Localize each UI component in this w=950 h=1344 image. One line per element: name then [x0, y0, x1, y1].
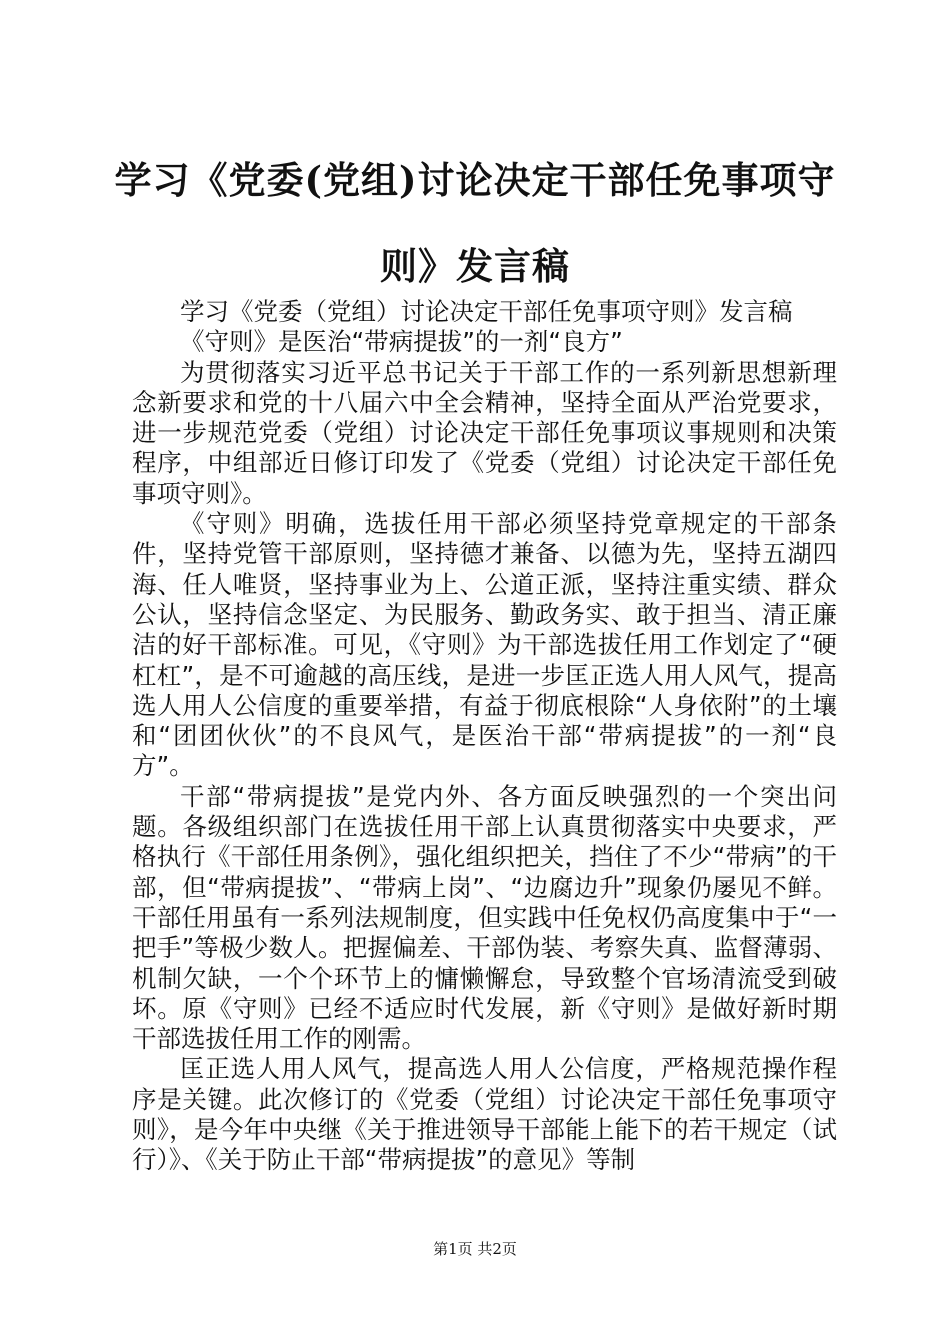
paragraph: 干部“带病提拔”是党内外、各方面反映强烈的一个突出问题。各级组织部门在选拔任用干部上认真贯彻落实中央要求，严格执行《干部任用条例》，强化组织把关，挡住了不少“带病”的干部，但“带病提拔”、“带病上岗”、“边腐边升”现象仍屡见不鲜。干部任用虽有一系列法规制度，但实践中任免权仍高度集中于“一把手”等极少数人。把握偏差、干部伪装、考察失真、监督薄弱、机制欠缺，一个个环节上的慵懒懈怠，导致整个官场清流受到破坏。原《守则》已经不适应时代发展，新《守则》是做好新时期干部选拔任用工作的刚需。: [132, 781, 837, 1054]
paragraph-subheading: 《守则》是医治“带病提拔”的一剂“良方”: [180, 327, 623, 357]
page-footer: 第1页 共2页: [433, 1240, 517, 1258]
document-title-line-1: 学习《党委(党组)讨论决定干部任免事项守: [114, 158, 836, 202]
paragraph: 匡正选人用人风气，提高选人用人公信度，严格规范操作程序是关键。此次修订的《党委（党组）讨论决定干部任免事项守则》，是今年中央继《关于推进领导干部能上能下的若干规定（试行）》、《关于防止干部“带病提拔”的意见》等制: [132, 1054, 837, 1175]
document-body: [132, 297, 837, 1176]
paragraph: 《守则》明确，选拔任用干部必须坚持党章规定的干部条件，坚持党管干部原则，坚持德才兼备、以德为先，坚持五湖四海、任人唯贤，坚持事业为上、公道正派，坚持注重实绩、群众公认，坚持信念坚定、为民服务、勤政务实、敢于担当、清正廉洁的好干部标准。可见，《守则》为干部选拔任用工作划定了“硬杠杠”，是不可逾越的高压线，是进一步匡正选人用人风气，提高选人用人公信度的重要举措，有益于彻底根除“人身依附”的土壤和“团团伙伙”的不良风气，是医治干部“带病提拔”的一剂“良方”。: [132, 509, 837, 781]
paragraph-heading: 学习《党委（党组）讨论决定干部任免事项守则》发言稿: [180, 297, 793, 326]
paragraph: 为贯彻落实习近平总书记关于干部工作的一系列新思想新理念新要求和党的十八届六中全会精神，坚持全面从严治党要求，进一步规范党委（党组）讨论决定干部任免事项议事规则和决策程序，中组部近日修订印发了《党委（党组）讨论决定干部任免事项守则》。: [132, 357, 837, 508]
document-title-line-2: 则》发言稿: [380, 244, 570, 288]
